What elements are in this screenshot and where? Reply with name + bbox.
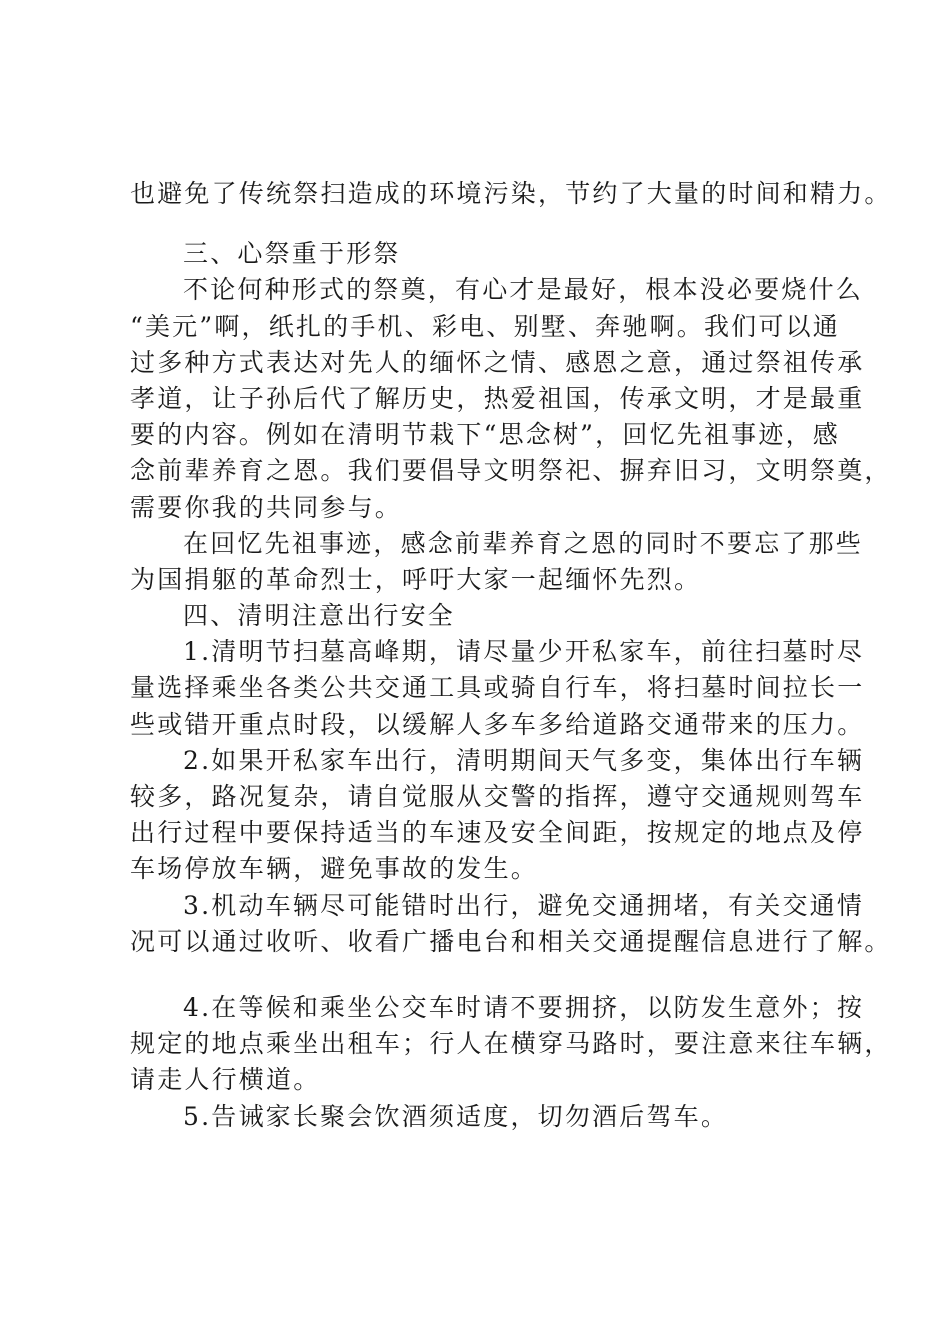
- list-item-line: 2.如果开私家车出行，清明期间天气多变，集体出行车辆: [183, 745, 865, 775]
- document-body: [130, 176, 892, 1135]
- list-item-line: 1.清明节扫墓高峰期，请尽量少开私家车，前往扫墓时尽: [183, 637, 865, 667]
- list-item-line: 车场停放车辆，避免事故的发生。: [130, 854, 539, 884]
- list-item-line: 况可以通过收听、收看广播电台和相关交通提醒信息进行了解。: [130, 926, 892, 956]
- list-item-line: 3.机动车辆尽可能错时出行，避免交通拥堵，有关交通情: [183, 890, 865, 920]
- list-item-line: 规定的地点乘坐出租车；行人在横穿马路时，要注意来往车辆，: [130, 1029, 892, 1059]
- list-item-line: 请走人行横道。: [130, 1065, 321, 1095]
- paragraph-line: 过多种方式表达对先人的缅怀之情、感恩之意，通过祭祖传承: [130, 347, 865, 377]
- paragraph-line: 不论何种形式的祭奠，有心才是最好，根本没必要烧什么: [183, 275, 864, 305]
- list-item-line: 4.在等候和乘坐公交车时请不要拥挤，以防发生意外；按: [183, 992, 865, 1022]
- section-heading: 三、心祭重于形祭: [183, 239, 401, 269]
- paragraph-line: 需要你我的共同参与。: [130, 492, 403, 522]
- paragraph-line: 在回忆先祖事迹，感念前辈养育之恩的同时不要忘了那些: [183, 528, 864, 558]
- paragraph-line: “美元”啊，纸扎的手机、彩电、别墅、奔驰啊。我们可以通: [130, 311, 840, 341]
- section-heading: 四、清明注意出行安全: [183, 601, 456, 631]
- paragraph-line: 要的内容。例如在清明节栽下“思念树”，回忆先祖事迹，感: [130, 420, 840, 450]
- paragraph-line: 孝道，让子孙后代了解历史，热爱祖国，传承文明，才是最重: [130, 383, 865, 413]
- list-item-line: 量选择乘坐各类公共交通工具或骑自行车，将扫墓时间拉长一: [130, 673, 865, 703]
- list-item-line: 出行过程中要保持适当的车速及安全间距，按规定的地点及停: [130, 818, 865, 848]
- paragraph-line: 也避免了传统祭扫造成的环境污染，节约了大量的时间和精力。: [130, 179, 892, 208]
- list-item-line: 5.告诫家长聚会饮酒须适度，切勿酒后驾车。: [183, 1101, 729, 1131]
- list-item-line: 些或错开重点时段，以缓解人多车多给道路交通带来的压力。: [130, 709, 865, 739]
- list-item-line: 较多，路况复杂，请自觉服从交警的指挥，遵守交通规则驾车: [130, 782, 865, 811]
- paragraph-line: 为国捐躯的革命烈士，呼吁大家一起缅怀先烈。: [130, 564, 702, 594]
- paragraph-line: 念前辈养育之恩。我们要倡导文明祭祀、摒弃旧习，文明祭奠，: [130, 456, 892, 486]
